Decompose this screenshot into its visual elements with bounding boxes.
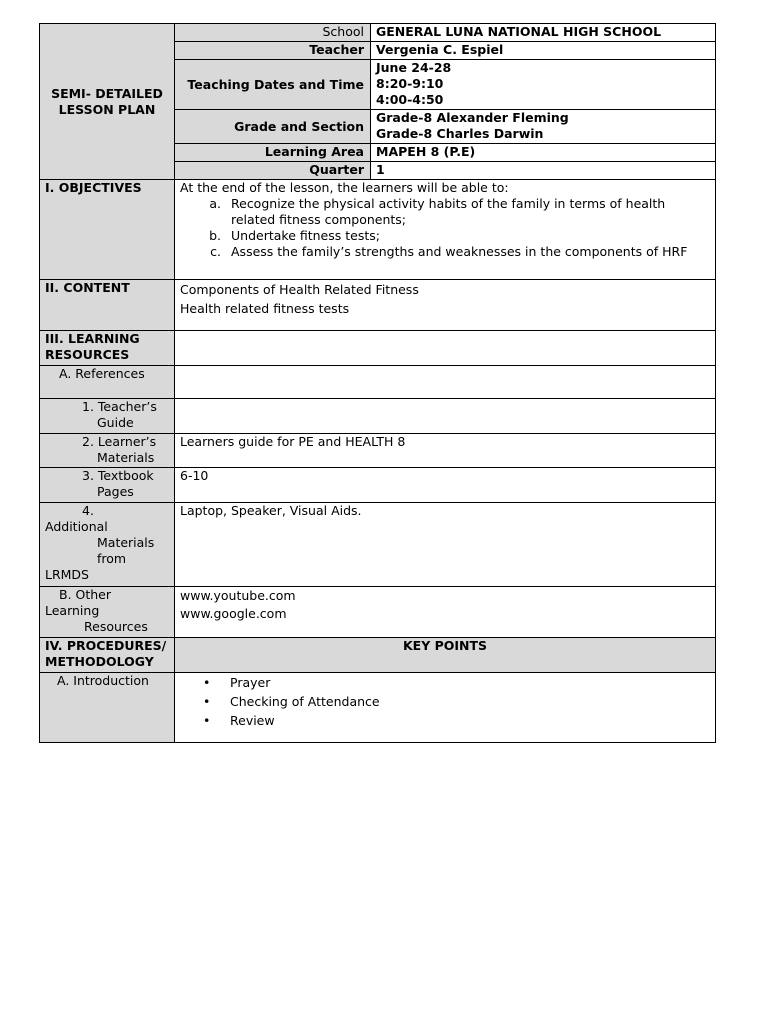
key-points-header: KEY POINTS [175,638,716,673]
objective-item: a. Recognize the physical activity habits of the family in terms of health related fitness components; [225,196,710,228]
lesson-plan-table [39,23,716,743]
learning-resources-value [175,331,716,366]
teaching-time-2: 4:00-4:50 [376,92,444,107]
introduction-item-text: Checking of Attendance [230,694,380,709]
additional-materials-label-line5: LRMDS [45,567,89,582]
learners-materials-label-line1: 2. Learner’s [82,434,157,449]
objectives-label: I. OBJECTIVES [40,180,175,280]
textbook-pages-label-line2: Pages [97,484,134,499]
grade-section-value [371,110,716,144]
learning-area-label: Learning Area [175,144,371,162]
learning-resources-label-line2: RESOURCES [45,347,130,362]
textbook-pages-value: 6-10 [175,468,716,503]
references-label: A. References [40,366,175,399]
lesson-plan-sheet [39,23,715,743]
content-line: Health related fitness tests [180,301,350,316]
teachers-guide-label-line2: Guide [97,415,134,430]
section-2: Grade-8 Charles Darwin [376,126,544,141]
content-cell [175,280,716,331]
introduction-item [203,673,710,692]
other-resources-value [175,587,716,638]
grade-section-label: Grade and Section [175,110,371,144]
objectives-intro: At the end of the lesson, the learners will be able to: [180,180,509,195]
procedures-label-line1: IV. PROCEDURES/ [45,638,167,653]
additional-materials-label-line3: Materials [97,535,155,550]
references-value [175,366,716,399]
introduction-list [180,673,710,730]
teaching-date: June 24-28 [376,60,452,75]
section-1: Grade-8 Alexander Fleming [376,110,569,125]
lesson-plan-title-line2: LESSON PLAN [58,101,156,117]
learning-area-value: MAPEH 8 (P.E) [371,144,716,162]
teacher-label: Teacher [175,42,371,60]
learning-resources-label-line1: III. LEARNING [45,331,140,346]
bullet-icon: • [203,694,211,709]
procedures-label [40,638,175,673]
objectives-list [180,196,710,260]
learning-resources-label [40,331,175,366]
content-line: Components of Health Related Fitness [180,282,419,297]
additional-materials-label-line1: 4. [82,503,94,518]
teaching-time-1: 8:20-9:10 [376,76,444,91]
other-resource-link: www.youtube.com [180,588,296,603]
lesson-plan-title-cell [40,24,175,180]
quarter-value: 1 [371,162,716,180]
introduction-cell [175,673,716,743]
teaching-dates-value [371,60,716,110]
content-label: II. CONTENT [40,280,175,331]
teachers-guide-label-line1: 1. Teacher’s [82,399,157,414]
school-label: School [175,24,371,42]
textbook-pages-label-line1: 3. Textbook [82,468,154,483]
learners-materials-label [40,434,175,468]
objective-item: c. Assess the family’s strengths and weaknesses in the components of HRF [225,244,710,260]
teacher-value: Vergenia C. Espiel [371,42,716,60]
other-resource-link: www.google.com [180,606,287,621]
introduction-item-text: Prayer [230,675,271,690]
other-resources-label-line3: Resources [84,619,148,634]
other-resources-label-line1: B. Other [59,587,112,602]
additional-materials-label-line2: Additional [45,519,108,534]
teaching-dates-label: Teaching Dates and Time [175,60,371,110]
quarter-label: Quarter [175,162,371,180]
introduction-item [203,692,710,711]
objectives-cell [175,180,716,280]
teachers-guide-label [40,399,175,434]
introduction-item-text: Review [230,713,275,728]
school-value: GENERAL LUNA NATIONAL HIGH SCHOOL [371,24,716,42]
bullet-icon: • [203,675,211,690]
additional-materials-label [40,503,175,587]
introduction-item [203,711,710,730]
additional-materials-value: Laptop, Speaker, Visual Aids. [175,503,716,587]
introduction-label: A. Introduction [40,673,175,743]
bullet-icon: • [203,713,211,728]
textbook-pages-label [40,468,175,503]
procedures-label-line2: METHODOLOGY [45,654,154,669]
learners-materials-value: Learners guide for PE and HEALTH 8 [175,434,716,468]
other-resources-label-line2: Learning [45,603,100,618]
other-resources-label [40,587,175,638]
learners-materials-label-line2: Materials [97,450,155,465]
additional-materials-label-line4: from [97,551,127,566]
lesson-plan-title-line1: SEMI- DETAILED [51,85,163,101]
objective-item: b. Undertake fitness tests; [225,228,710,244]
teachers-guide-value [175,399,716,434]
